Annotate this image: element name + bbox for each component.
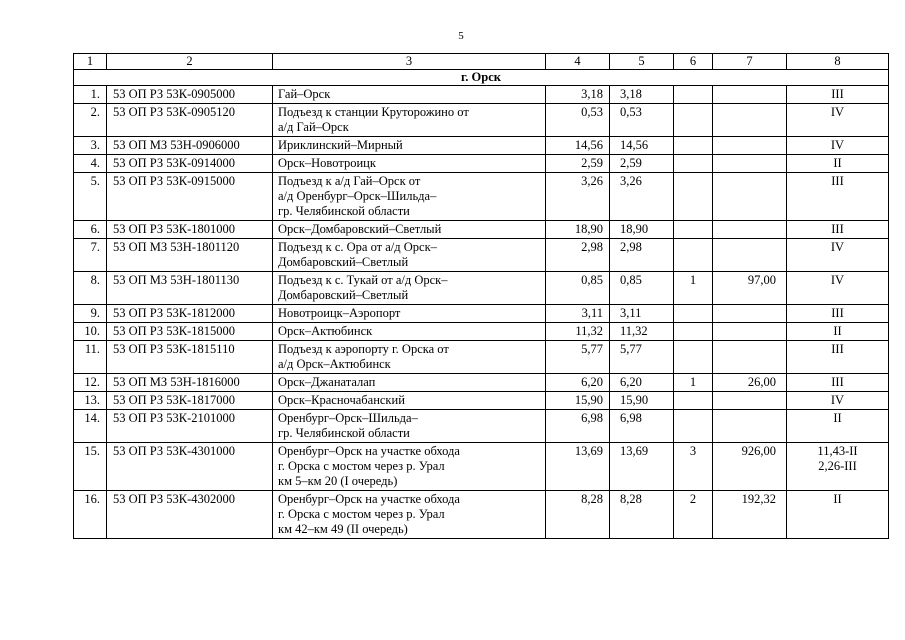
road-length-total: 14,56 — [610, 137, 674, 155]
road-length: 14,56 — [546, 137, 610, 155]
bridge-length — [713, 86, 787, 104]
road-length: 0,85 — [546, 272, 610, 305]
bridge-count — [674, 86, 713, 104]
bridge-length — [713, 137, 787, 155]
road-category: II — [787, 410, 889, 443]
road-length-total: 15,90 — [610, 392, 674, 410]
table-row — [74, 491, 889, 539]
row-number: 8. — [74, 272, 107, 305]
bridge-length: 97,00 — [713, 272, 787, 305]
road-category: III — [787, 86, 889, 104]
bridge-count: 3 — [674, 443, 713, 491]
table-row — [74, 374, 889, 392]
road-name: Подъезд к а/д Гай–Орск от а/д Оренбург–Орск–Шильда– гр. Челябинской области — [273, 173, 546, 221]
table-row — [74, 104, 889, 137]
road-category: III — [787, 341, 889, 374]
road-code: 53 ОП РЗ 53К-2101000 — [107, 410, 273, 443]
table-row — [74, 221, 889, 239]
table-row — [74, 323, 889, 341]
section-title: г. Орск — [74, 70, 889, 86]
road-length-total: 2,59 — [610, 155, 674, 173]
page-number: 5 — [458, 30, 464, 42]
road-name: Оренбург–Орск на участке обхода г. Орска с мостом через р. Урал км 5–км 20 (I очередь) — [273, 443, 546, 491]
road-category: IV — [787, 239, 889, 272]
road-name: Орск–Красночабанский — [273, 392, 546, 410]
column-header: 6 — [674, 54, 713, 70]
table-row — [74, 443, 889, 491]
row-number: 13. — [74, 392, 107, 410]
road-length: 3,26 — [546, 173, 610, 221]
road-category: 11,43-II 2,26-III — [787, 443, 889, 491]
bridge-count — [674, 305, 713, 323]
road-name: Подъезд к с. Ора от а/д Орск– Домбаровский–Светлый — [273, 239, 546, 272]
road-code: 53 ОП МЗ 53Н-1801130 — [107, 272, 273, 305]
road-name: Новотроицк–Аэропорт — [273, 305, 546, 323]
table-row — [74, 155, 889, 173]
road-length: 2,59 — [546, 155, 610, 173]
road-code: 53 ОП МЗ 53Н-1816000 — [107, 374, 273, 392]
column-header: 7 — [713, 54, 787, 70]
road-code: 53 ОП МЗ 53Н-0906000 — [107, 137, 273, 155]
road-length-total: 3,11 — [610, 305, 674, 323]
road-category: III — [787, 173, 889, 221]
road-name: Подъезд к с. Тукай от а/д Орск– Домбаровский–Светлый — [273, 272, 546, 305]
bridge-count — [674, 221, 713, 239]
road-length: 8,28 — [546, 491, 610, 539]
road-category: IV — [787, 137, 889, 155]
road-category: IV — [787, 104, 889, 137]
row-number: 12. — [74, 374, 107, 392]
road-code: 53 ОП РЗ 53К-0914000 — [107, 155, 273, 173]
road-length: 6,20 — [546, 374, 610, 392]
road-name: Орск–Новотроицк — [273, 155, 546, 173]
table-row — [74, 410, 889, 443]
bridge-count — [674, 392, 713, 410]
road-length: 5,77 — [546, 341, 610, 374]
table-row — [74, 239, 889, 272]
section-row — [74, 70, 889, 86]
bridge-length — [713, 155, 787, 173]
row-number: 4. — [74, 155, 107, 173]
road-category: III — [787, 374, 889, 392]
row-number: 11. — [74, 341, 107, 374]
row-number: 9. — [74, 305, 107, 323]
table-row — [74, 86, 889, 104]
column-header: 3 — [273, 54, 546, 70]
road-code: 53 ОП РЗ 53К-1817000 — [107, 392, 273, 410]
bridge-count — [674, 323, 713, 341]
bridge-count — [674, 173, 713, 221]
road-name: Оренбург–Орск–Шильда– гр. Челябинской области — [273, 410, 546, 443]
column-header: 1 — [74, 54, 107, 70]
road-code: 53 ОП РЗ 53К-0905000 — [107, 86, 273, 104]
bridge-length — [713, 239, 787, 272]
bridge-count — [674, 137, 713, 155]
bridge-count: 2 — [674, 491, 713, 539]
row-number: 3. — [74, 137, 107, 155]
road-category: IV — [787, 392, 889, 410]
table-row — [74, 272, 889, 305]
road-name: Подъезд к станции Круторожино от а/д Гай–Орск — [273, 104, 546, 137]
road-code: 53 ОП МЗ 53Н-1801120 — [107, 239, 273, 272]
road-category: IV — [787, 272, 889, 305]
bridge-count — [674, 239, 713, 272]
row-number: 15. — [74, 443, 107, 491]
bridge-count — [674, 410, 713, 443]
road-category: III — [787, 305, 889, 323]
row-number: 1. — [74, 86, 107, 104]
row-number: 14. — [74, 410, 107, 443]
bridge-length — [713, 410, 787, 443]
road-length: 15,90 — [546, 392, 610, 410]
road-code: 53 ОП РЗ 53К-4302000 — [107, 491, 273, 539]
bridge-length — [713, 104, 787, 137]
road-category: III — [787, 221, 889, 239]
row-number: 7. — [74, 239, 107, 272]
road-category: II — [787, 155, 889, 173]
road-code: 53 ОП РЗ 53К-0915000 — [107, 173, 273, 221]
table-row — [74, 173, 889, 221]
bridge-length — [713, 323, 787, 341]
row-number: 5. — [74, 173, 107, 221]
row-number: 6. — [74, 221, 107, 239]
roads-table — [73, 53, 889, 539]
road-length: 18,90 — [546, 221, 610, 239]
table-row — [74, 137, 889, 155]
road-code: 53 ОП РЗ 53К-1815110 — [107, 341, 273, 374]
column-header: 4 — [546, 54, 610, 70]
bridge-length — [713, 341, 787, 374]
row-number: 10. — [74, 323, 107, 341]
road-category: II — [787, 491, 889, 539]
road-length: 6,98 — [546, 410, 610, 443]
bridge-length: 192,32 — [713, 491, 787, 539]
road-name: Орск–Актюбинск — [273, 323, 546, 341]
table-row — [74, 392, 889, 410]
road-category: II — [787, 323, 889, 341]
bridge-count — [674, 341, 713, 374]
road-length: 3,18 — [546, 86, 610, 104]
road-code: 53 ОП РЗ 53К-1812000 — [107, 305, 273, 323]
row-number: 2. — [74, 104, 107, 137]
road-name: Оренбург–Орск на участке обхода г. Орска с мостом через р. Урал км 42–км 49 (II очередь) — [273, 491, 546, 539]
column-header: 2 — [107, 54, 273, 70]
bridge-length — [713, 221, 787, 239]
road-length: 11,32 — [546, 323, 610, 341]
road-name: Орск–Домбаровский–Светлый — [273, 221, 546, 239]
bridge-length: 26,00 — [713, 374, 787, 392]
road-name: Орск–Джанаталап — [273, 374, 546, 392]
road-length-total: 5,77 — [610, 341, 674, 374]
road-length: 3,11 — [546, 305, 610, 323]
road-length-total: 6,20 — [610, 374, 674, 392]
road-length: 13,69 — [546, 443, 610, 491]
road-code: 53 ОП РЗ 53К-4301000 — [107, 443, 273, 491]
row-number: 16. — [74, 491, 107, 539]
road-length-total: 11,32 — [610, 323, 674, 341]
bridge-count: 1 — [674, 272, 713, 305]
road-length: 2,98 — [546, 239, 610, 272]
column-header: 5 — [610, 54, 674, 70]
road-length-total: 13,69 — [610, 443, 674, 491]
road-code: 53 ОП РЗ 53К-1815000 — [107, 323, 273, 341]
road-name: Ириклинский–Мирный — [273, 137, 546, 155]
road-name: Гай–Орск — [273, 86, 546, 104]
bridge-length — [713, 305, 787, 323]
bridge-length — [713, 173, 787, 221]
road-length-total: 18,90 — [610, 221, 674, 239]
bridge-count — [674, 155, 713, 173]
bridge-count — [674, 104, 713, 137]
road-length-total: 3,26 — [610, 173, 674, 221]
road-length-total: 2,98 — [610, 239, 674, 272]
road-length-total: 6,98 — [610, 410, 674, 443]
road-length-total: 0,53 — [610, 104, 674, 137]
bridge-length — [713, 392, 787, 410]
road-code: 53 ОП РЗ 53К-1801000 — [107, 221, 273, 239]
table-row — [74, 341, 889, 374]
table-row — [74, 305, 889, 323]
bridge-length: 926,00 — [713, 443, 787, 491]
road-name: Подъезд к аэропорту г. Орска от а/д Орск–Актюбинск — [273, 341, 546, 374]
road-length-total: 0,85 — [610, 272, 674, 305]
column-header-row — [74, 54, 889, 70]
column-header: 8 — [787, 54, 889, 70]
road-length-total: 8,28 — [610, 491, 674, 539]
road-length-total: 3,18 — [610, 86, 674, 104]
bridge-count: 1 — [674, 374, 713, 392]
road-length: 0,53 — [546, 104, 610, 137]
road-code: 53 ОП РЗ 53К-0905120 — [107, 104, 273, 137]
